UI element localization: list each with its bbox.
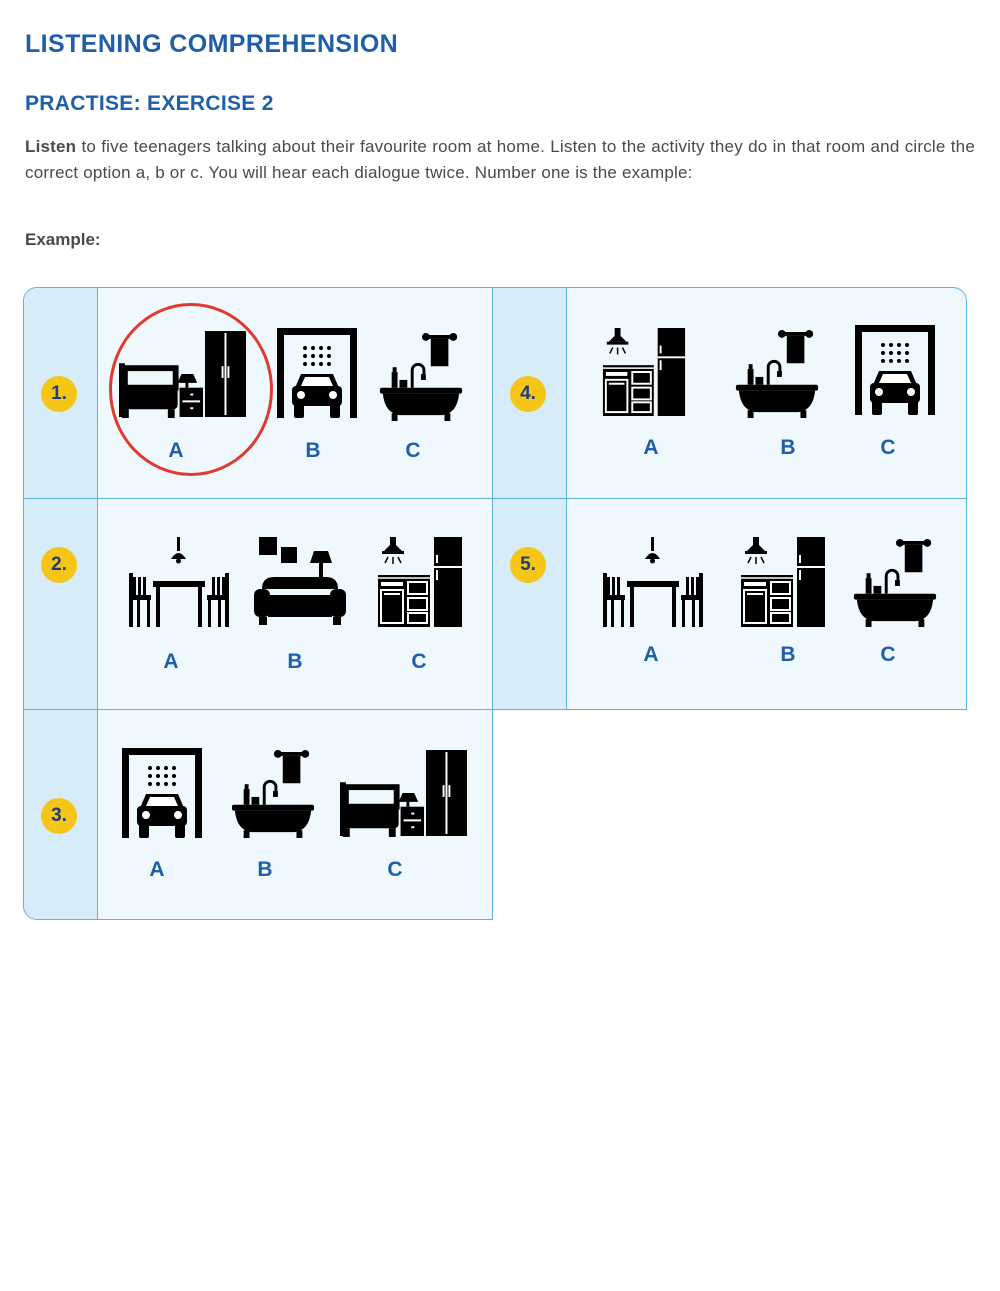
dining-room-icon[interactable]	[603, 537, 703, 627]
garage-icon[interactable]	[855, 325, 935, 415]
kitchen-icon[interactable]	[602, 328, 686, 416]
instructions	[25, 134, 975, 186]
living-room-icon[interactable]	[254, 537, 346, 627]
question-2	[23, 498, 493, 710]
dining-room-icon[interactable]	[129, 537, 229, 627]
option-c-label[interactable]: C	[880, 643, 896, 666]
exercise-subtitle: PRACTISE: EXERCISE 2	[25, 92, 274, 115]
option-b-label[interactable]: B	[257, 858, 273, 881]
option-c-label[interactable]: C	[880, 436, 896, 459]
example-label: Example:	[25, 230, 101, 249]
option-a-label[interactable]: A	[168, 439, 184, 462]
question-number-column	[24, 499, 98, 709]
option-a-label[interactable]: A	[643, 436, 659, 459]
question-number-badge: 5.	[510, 547, 546, 583]
kitchen-icon[interactable]	[378, 537, 462, 627]
instructions-text: to five teenagers talking about their favourite room at home. Listen to the activity they do in that room and circle the correct option a, b or c. You will hear each dialogue twice. Number one is the example:	[25, 137, 975, 182]
question-5	[492, 498, 967, 710]
option-a-label[interactable]: A	[643, 643, 659, 666]
page-title: LISTENING COMPREHENSION	[25, 30, 399, 58]
question-4	[492, 287, 967, 499]
option-c-label[interactable]: C	[405, 439, 421, 462]
option-b-label[interactable]: B	[287, 650, 303, 673]
option-c-label[interactable]: C	[387, 858, 403, 881]
bathroom-icon[interactable]	[853, 539, 937, 627]
bathroom-icon[interactable]	[379, 333, 463, 421]
garage-icon[interactable]	[122, 748, 202, 838]
option-a-label[interactable]: A	[149, 858, 165, 881]
question-number-badge: 3.	[41, 798, 77, 834]
question-number-badge: 2.	[41, 547, 77, 583]
question-number-badge: 4.	[510, 376, 546, 412]
option-a-label[interactable]: A	[163, 650, 179, 673]
question-1	[23, 287, 493, 499]
option-b-label[interactable]: B	[780, 436, 796, 459]
question-number-column	[493, 499, 567, 709]
question-number-column	[24, 288, 98, 498]
kitchen-icon[interactable]	[741, 537, 825, 627]
question-3	[23, 709, 493, 920]
question-number-column	[493, 288, 567, 498]
question-number-column	[24, 710, 98, 919]
option-c-label[interactable]: C	[411, 650, 427, 673]
option-b-label[interactable]: B	[780, 643, 796, 666]
question-number-badge: 1.	[41, 376, 77, 412]
instructions-lead: Listen	[25, 137, 77, 156]
option-b-label[interactable]: B	[305, 439, 321, 462]
bathroom-icon[interactable]	[231, 750, 315, 838]
bedroom-icon[interactable]	[340, 750, 467, 838]
bathroom-icon[interactable]	[735, 330, 819, 418]
garage-icon[interactable]	[277, 328, 357, 418]
